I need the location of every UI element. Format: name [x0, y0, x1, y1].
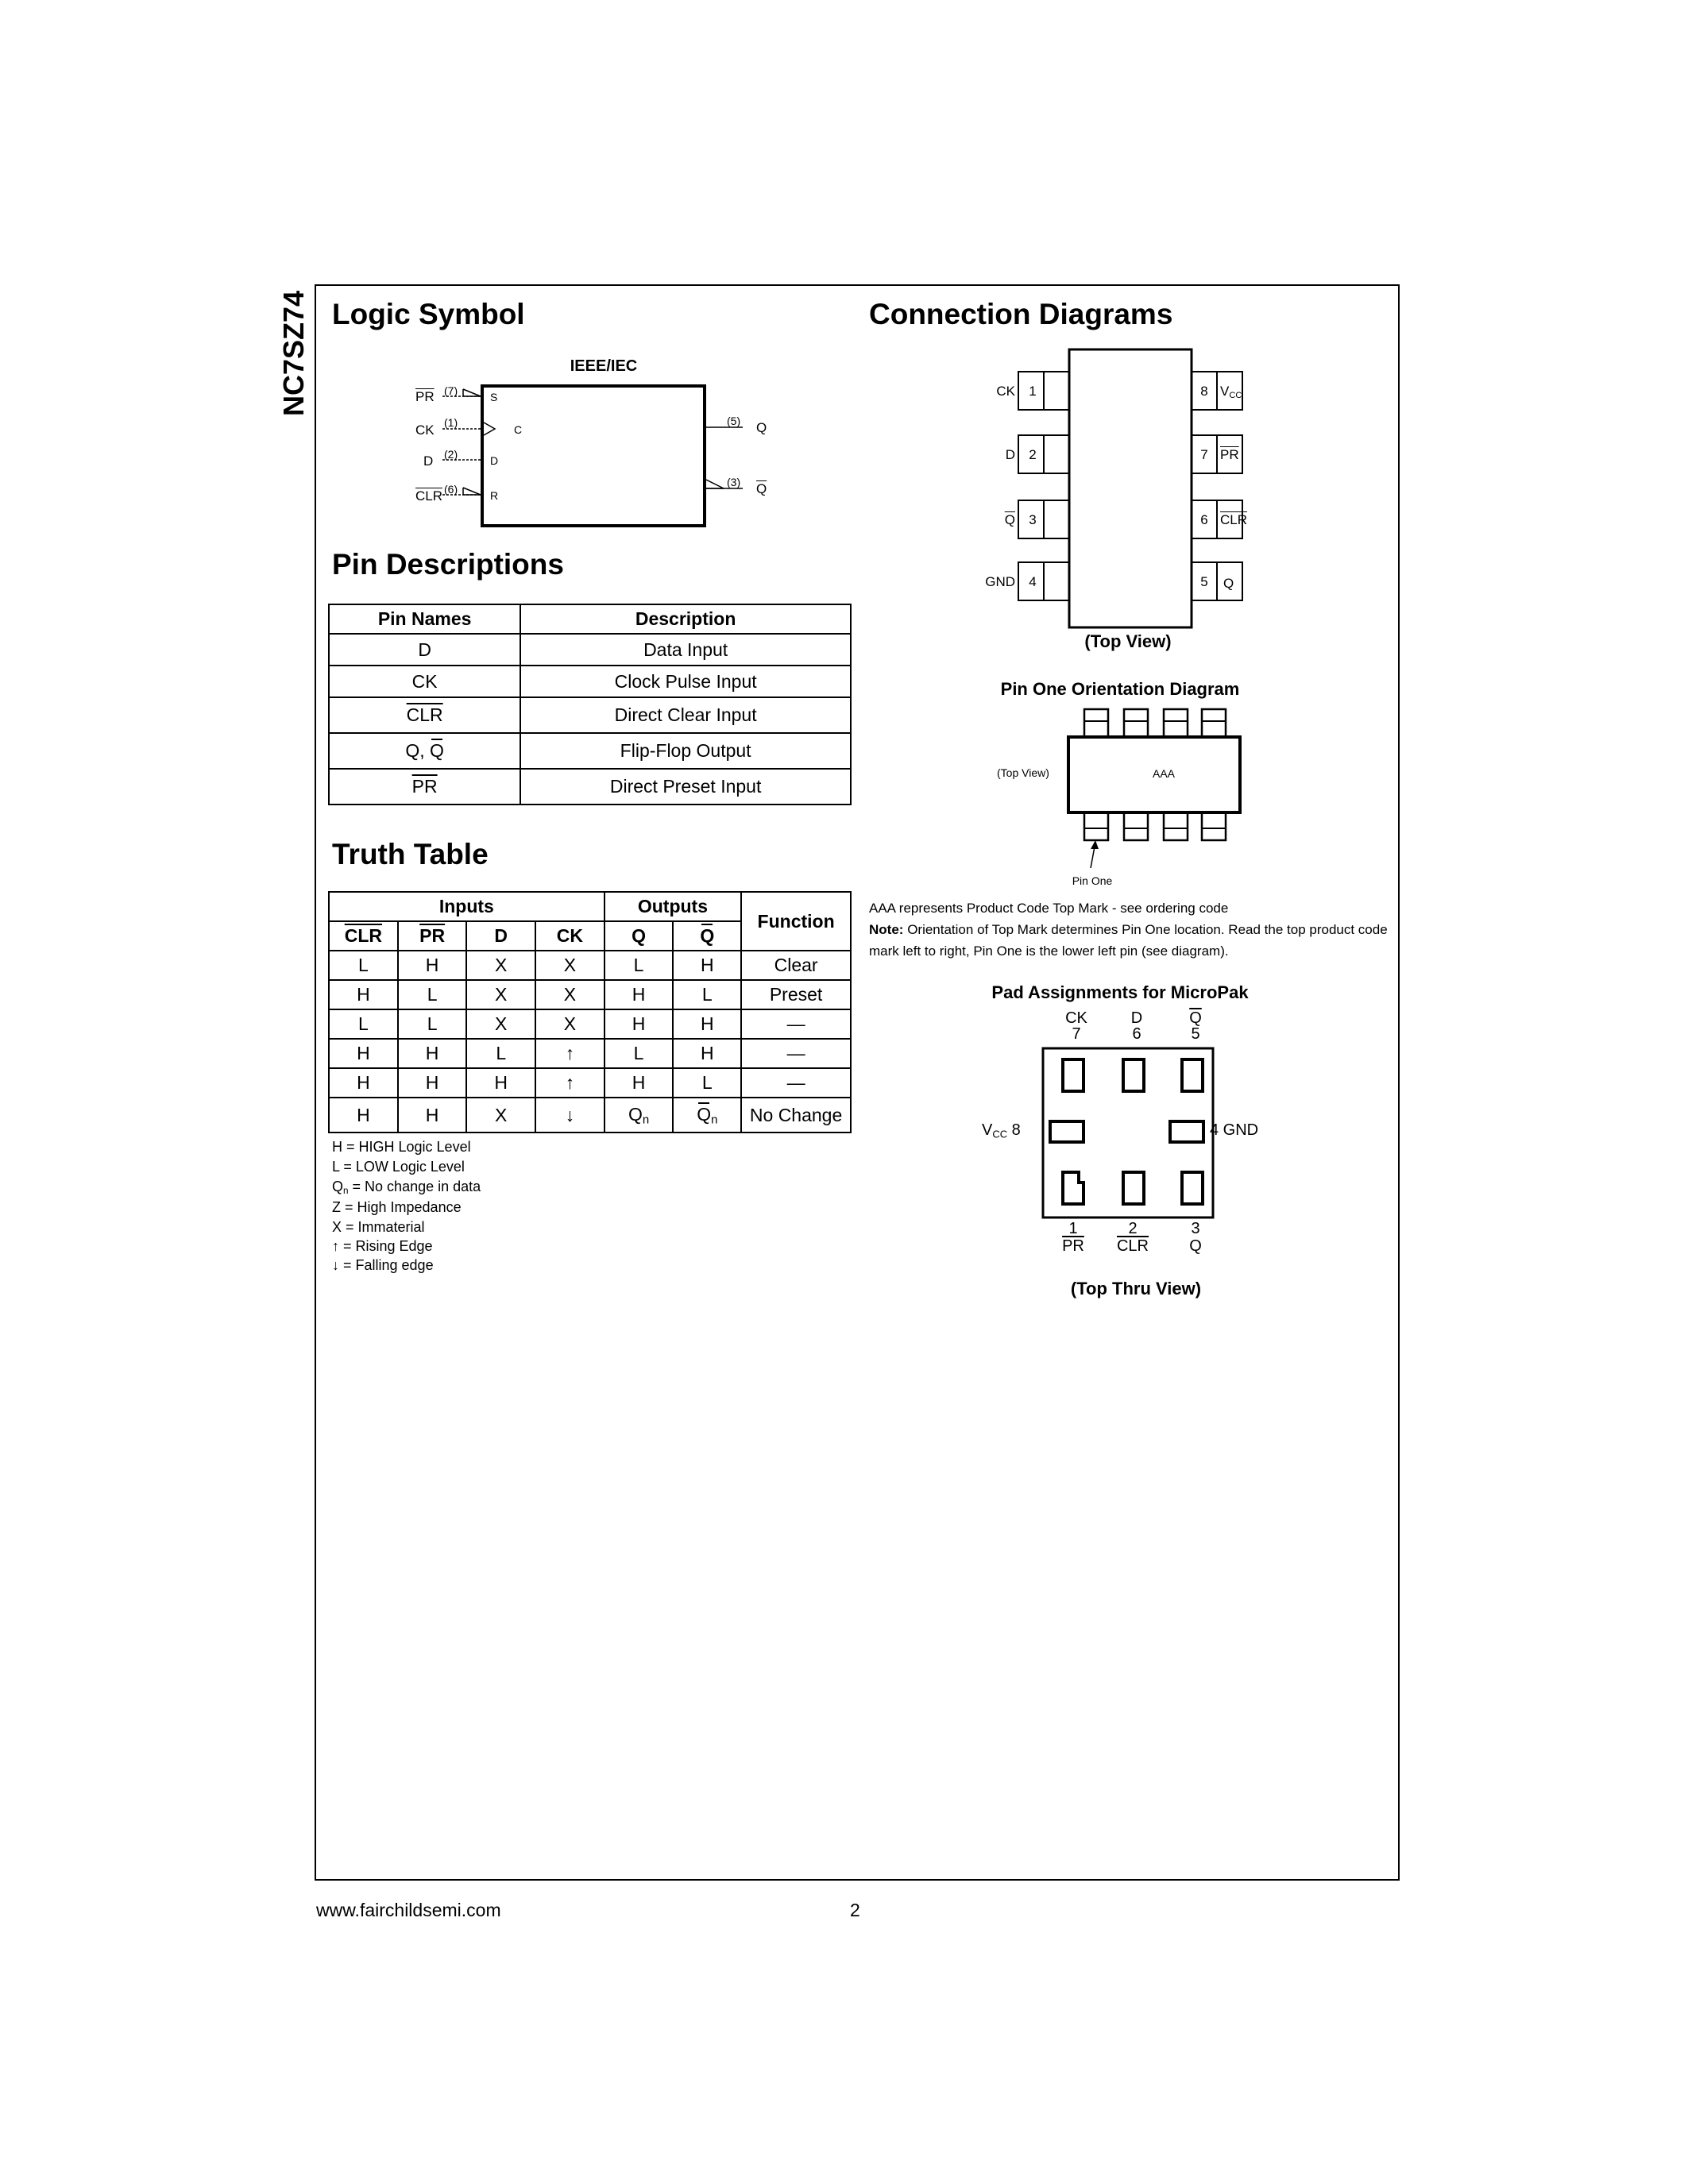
- truth-table-heading: Truth Table: [332, 838, 489, 870]
- pr-pin-num: (7): [444, 384, 458, 397]
- truth-cell: L: [398, 1009, 467, 1039]
- page-number: 2: [850, 1900, 860, 1920]
- truth-cell: L: [329, 1009, 398, 1039]
- truth-cell: H: [398, 1068, 467, 1098]
- pin-names-header: Pin Names: [329, 604, 520, 634]
- mp-vcc-label: $V_{CC}$ 8: [982, 1121, 1021, 1140]
- table-row: [329, 634, 851, 666]
- table-row: [329, 769, 851, 805]
- truth-cell: L: [673, 1068, 741, 1098]
- truth-cell: $Q_n$: [673, 1098, 741, 1133]
- legend-item: ↓ = Falling edge: [332, 1257, 434, 1273]
- pin-name: Q, Q: [329, 733, 520, 769]
- soic-left-num-1: 1: [1029, 384, 1037, 399]
- ck-pin-num: (1): [444, 416, 458, 429]
- truth-table: [328, 891, 852, 1133]
- table-row: [329, 1009, 851, 1039]
- d-internal: D: [490, 454, 499, 467]
- truth-cell: H: [329, 1098, 398, 1133]
- truth-cell: ↑: [535, 1039, 605, 1068]
- pin-descriptions-table: [328, 604, 852, 805]
- qbar-col-header: Q: [673, 921, 741, 951]
- truth-cell: H: [329, 1039, 398, 1068]
- truth-cell: L: [605, 951, 674, 980]
- truth-cell: X: [466, 951, 535, 980]
- soic-left-num-3: 3: [1029, 512, 1037, 527]
- pin-one-svg: [997, 705, 1259, 892]
- table-row: [329, 1068, 851, 1098]
- truth-cell: No Change: [741, 1098, 851, 1133]
- q-output-label: Q: [756, 420, 767, 435]
- truth-cell: —: [741, 1009, 851, 1039]
- mp-bottom-pin-3: 3 Q: [1189, 1220, 1202, 1255]
- mp-top-pin-6: D 6: [1130, 1009, 1143, 1043]
- truth-cell: L: [329, 951, 398, 980]
- truth-cell: —: [741, 1068, 851, 1098]
- truth-cell: H: [673, 1039, 741, 1068]
- soic-left-num-2: 2: [1029, 447, 1037, 462]
- logic-symbol-heading: Logic Symbol: [332, 298, 525, 330]
- soic-left-num-4: 4: [1029, 574, 1037, 589]
- truth-cell: H: [398, 951, 467, 980]
- q-col-header: Q: [605, 921, 674, 951]
- pin-table-header: [329, 604, 851, 634]
- aaa-note: AAA represents Product Code Top Mark - see ordering code: [869, 901, 1229, 916]
- d-col-header: D: [466, 921, 535, 951]
- legend-item: ↑ = Rising Edge: [332, 1238, 433, 1254]
- soic-left-label-2: D: [1005, 447, 1015, 462]
- pin-one-diagram: [997, 705, 1259, 892]
- ieee-label: IEEE/IEC: [570, 357, 638, 375]
- clr-input-label: $\overline{CLR}$: [415, 488, 443, 504]
- pin-desc: Flip-Flop Output: [520, 733, 851, 769]
- soic-left-label-1: CK: [996, 384, 1015, 399]
- c-internal: C: [514, 423, 523, 436]
- soic-right-label-8: $V_{CC}$: [1220, 384, 1242, 400]
- table-row: [329, 666, 851, 697]
- d-input-label: D: [423, 453, 434, 469]
- table-row: [329, 697, 851, 733]
- description-header: Description: [520, 604, 851, 634]
- soic-right-num-7: 7: [1200, 447, 1208, 462]
- legend-item: L = LOW Logic Level: [332, 1159, 465, 1175]
- truth-cell: ↓: [535, 1098, 605, 1133]
- truth-cell: X: [535, 980, 605, 1009]
- table-row: [329, 1039, 851, 1068]
- pr-input-label: $\overline{PR}$: [415, 389, 435, 404]
- soic-right-label-5: Q: [1223, 576, 1234, 591]
- pin-name: $\overline{CLR}$: [329, 697, 520, 733]
- mp-bottom-pin-2: 2 $\overline{CLR}$: [1116, 1220, 1149, 1255]
- truth-cell: L: [605, 1039, 674, 1068]
- pin-one-top-view: (Top View): [997, 766, 1049, 779]
- pin-desc: Clock Pulse Input: [520, 666, 851, 697]
- qbar-output-label: $\overline{Q}$: [756, 481, 767, 496]
- table-row: [329, 733, 851, 769]
- pr-col-header: $\overline{PR}$: [398, 921, 467, 951]
- d-pin-num: (2): [444, 448, 458, 461]
- pin-desc: Direct Clear Input: [520, 697, 851, 733]
- q-pin-num: (5): [727, 415, 741, 427]
- clr-col-header: $\overline{CLR}$: [329, 921, 398, 951]
- side-title: [270, 286, 318, 421]
- soic-right-num-8: 8: [1200, 384, 1208, 399]
- r-internal: R: [490, 489, 499, 502]
- soic-right-num-6: 6: [1200, 512, 1208, 527]
- mp-bottom-pin-1: 1 $\overline{PR}$: [1062, 1220, 1084, 1255]
- orientation-note: Note: Orientation of Top Mark determines Pin One location. Read the top product code mark left to right, Pin One is the lower left pin (see diagram).: [869, 922, 1388, 959]
- pin-one-label: Pin One: [1072, 874, 1113, 887]
- table-row: [329, 951, 851, 980]
- s-internal: S: [490, 391, 498, 403]
- truth-cell: H: [329, 980, 398, 1009]
- logic-symbol-svg: [401, 357, 782, 540]
- truth-cell: H: [673, 951, 741, 980]
- mp-gnd-label: 4 GND: [1210, 1121, 1259, 1139]
- legend-item: H = HIGH Logic Level: [332, 1139, 471, 1155]
- truth-cell: $Q_n$: [605, 1098, 674, 1133]
- truth-cell: X: [466, 1009, 535, 1039]
- ck-col-header: CK: [535, 921, 605, 951]
- function-header: Function: [741, 892, 851, 951]
- micropak-heading: Pad Assignments for MicroPak: [991, 982, 1249, 1002]
- truth-cell: H: [605, 980, 674, 1009]
- legend-item: X = Immaterial: [332, 1219, 425, 1235]
- truth-group-header: [329, 892, 851, 921]
- connection-diagrams-heading: Connection Diagrams: [869, 298, 1173, 330]
- truth-cell: H: [398, 1039, 467, 1068]
- qbar-pin-num: (3): [727, 476, 741, 488]
- mp-top-pin-7: CK 7: [1065, 1009, 1087, 1043]
- truth-cell: L: [398, 980, 467, 1009]
- clr-pin-num: (6): [444, 483, 458, 496]
- soic-right-num-5: 5: [1200, 574, 1208, 589]
- truth-cell: X: [466, 980, 535, 1009]
- pin-name: CK: [329, 666, 520, 697]
- truth-cell: Clear: [741, 951, 851, 980]
- mp-top-pin-5: $\overline{Q}$ 5: [1189, 1009, 1202, 1043]
- truth-cell: X: [535, 1009, 605, 1039]
- truth-cell: H: [605, 1068, 674, 1098]
- pin-name: D: [329, 634, 520, 666]
- top-thru-view-label: (Top Thru View): [1070, 1279, 1202, 1298]
- pin-descriptions-heading: Pin Descriptions: [332, 548, 564, 581]
- truth-cell: X: [535, 951, 605, 980]
- table-row: [329, 980, 851, 1009]
- top-mark-aaa: AAA: [1152, 767, 1175, 780]
- side-title-text: NC7SZ74: [277, 290, 310, 417]
- soic-diagram: [977, 345, 1247, 663]
- legend-item: $Q_n = No$ change in data: [332, 1179, 481, 1196]
- logic-symbol-diagram: [401, 357, 782, 540]
- table-row: [329, 1098, 851, 1133]
- top-view-label: (Top View): [1084, 631, 1172, 651]
- micropak-diagram: [977, 1009, 1295, 1302]
- pin-desc: Direct Preset Input: [520, 769, 851, 805]
- truth-cell: Preset: [741, 980, 851, 1009]
- truth-cell: L: [673, 980, 741, 1009]
- soic-left-label-4: GND: [985, 574, 1015, 589]
- soic-right-label-7: $\overline{PR}$: [1220, 447, 1239, 462]
- pin-desc: Data Input: [520, 634, 851, 666]
- truth-cell: H: [466, 1068, 535, 1098]
- pin-one-heading: Pin One Orientation Diagram: [1000, 679, 1240, 699]
- truth-cell: X: [466, 1098, 535, 1133]
- truth-table-body: [329, 951, 851, 1133]
- pin-name: $\overline{PR}$: [329, 769, 520, 805]
- inputs-header: Inputs: [329, 892, 605, 921]
- truth-cell: H: [329, 1068, 398, 1098]
- soic-right-label-6: $\overline{CLR}$: [1220, 512, 1248, 527]
- outputs-header: Outputs: [605, 892, 741, 921]
- truth-cell: H: [605, 1009, 674, 1039]
- footer-url[interactable]: www.fairchildsemi.com: [316, 1900, 501, 1920]
- soic-left-label-3: $\overline{Q}$: [1004, 512, 1015, 527]
- truth-cell: ↑: [535, 1068, 605, 1098]
- pin-one-notes: [869, 897, 1393, 962]
- truth-cell: —: [741, 1039, 851, 1068]
- truth-cell: H: [673, 1009, 741, 1039]
- ck-input-label: CK: [415, 423, 435, 438]
- truth-cell: H: [398, 1098, 467, 1133]
- legend-item: Z = High Impedance: [332, 1199, 462, 1215]
- truth-cell: L: [466, 1039, 535, 1068]
